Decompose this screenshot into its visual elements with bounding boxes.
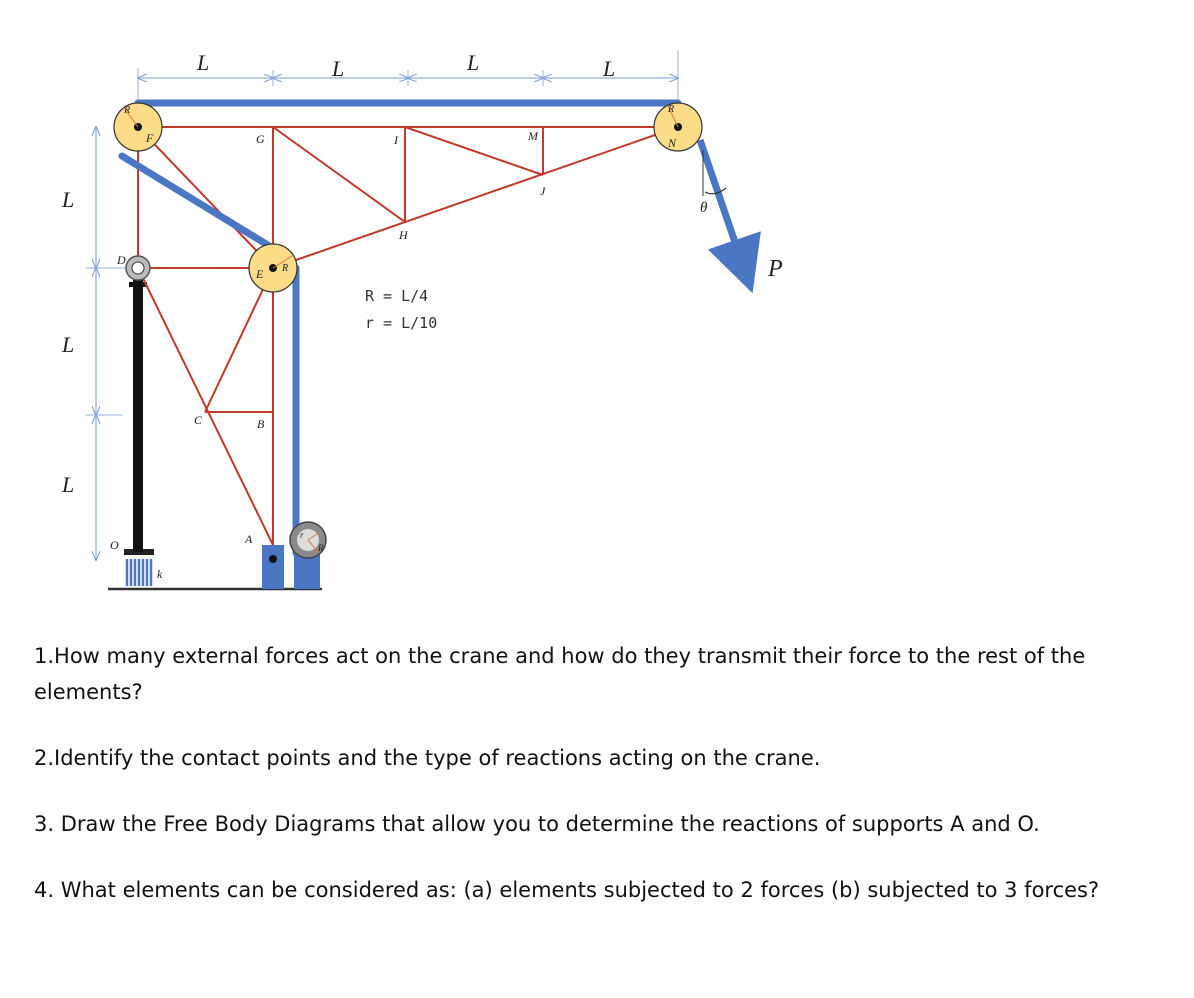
vertical-dimensions xyxy=(61,127,130,560)
pulley-N xyxy=(654,103,702,151)
spring-support xyxy=(124,549,154,586)
angle-label: θ xyxy=(700,200,708,216)
questions-list xyxy=(34,638,1174,938)
question-1: 1.How many external forces act on the crane and how do they transmit their force to the rest of the elements? xyxy=(34,644,1086,704)
question-4: 4. What elements can be considered as: (a) elements subjected to 2 forces (b) subjected to 3 forces? xyxy=(34,878,1100,902)
dim-label-h3: L xyxy=(467,50,480,75)
point-label-A: A xyxy=(245,532,253,546)
dim-label-h4: L xyxy=(603,56,616,81)
dim-label-v3: L xyxy=(62,472,75,497)
radius-label-N: R xyxy=(668,104,675,115)
radius-label-E: R xyxy=(282,263,289,274)
point-label-B: B xyxy=(257,417,265,431)
question-2: 2.Identify the contact points and the type of reactions acting on the crane. xyxy=(34,746,821,770)
spring-label-k: k xyxy=(157,567,163,581)
dim-label-v1: L xyxy=(62,187,75,212)
black-post xyxy=(133,280,143,552)
radius-label-r: r xyxy=(300,530,304,540)
load-label: P xyxy=(768,256,783,282)
point-label-F: F xyxy=(146,131,154,145)
formula-r: r = L/10 xyxy=(365,314,438,332)
point-label-G: G xyxy=(256,132,265,146)
pulley-F xyxy=(114,103,162,151)
point-label-N: N xyxy=(668,136,677,150)
wheel xyxy=(290,522,326,589)
point-label-I: I xyxy=(394,133,398,147)
pin-D xyxy=(126,256,150,280)
dim-label-v2: L xyxy=(62,332,75,357)
dim-label-h2: L xyxy=(332,56,345,81)
dim-label-h1: L xyxy=(197,50,210,75)
point-label-J: J xyxy=(540,184,546,198)
point-label-C: C xyxy=(194,413,203,427)
truss-members xyxy=(138,127,678,545)
point-label-O: O xyxy=(110,538,119,552)
point-label-H: H xyxy=(399,228,408,242)
point-label-D: D xyxy=(117,253,126,267)
question-3: 3. Draw the Free Body Diagrams that allow you to determine the reactions of supports A and O. xyxy=(34,812,1040,836)
radius-label-wheel-R: R xyxy=(318,543,324,553)
point-label-E: E xyxy=(256,267,264,281)
radius-label-F: R xyxy=(124,105,131,116)
formula-R: R = L/4 xyxy=(365,287,429,305)
point-label-M: M xyxy=(528,129,538,143)
support-A xyxy=(262,545,284,589)
horizontal-dimensions xyxy=(138,50,678,100)
